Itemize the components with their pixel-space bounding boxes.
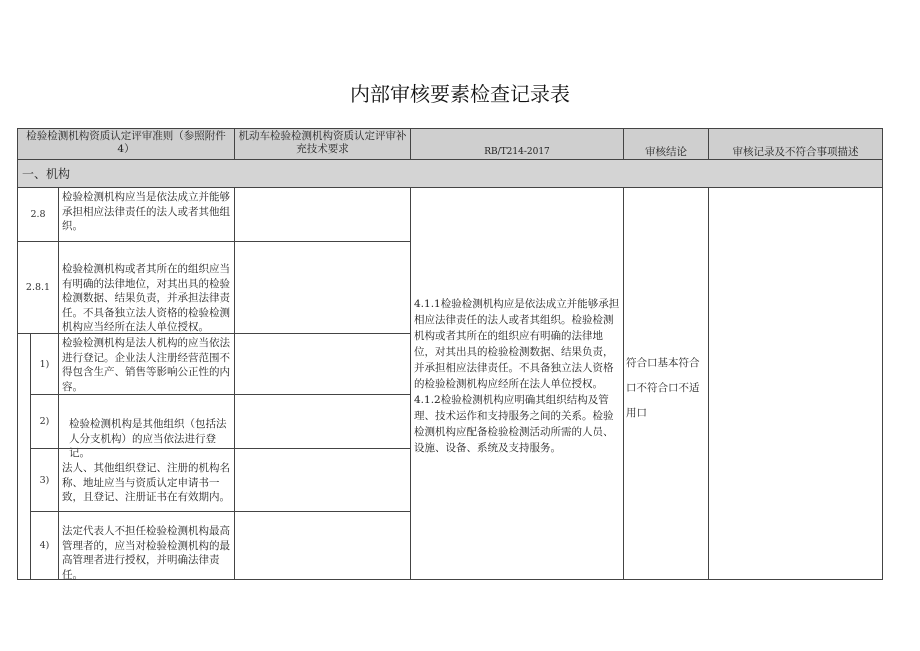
- subclause-number: 1): [30, 333, 59, 395]
- supplementary-cell: [234, 187, 411, 242]
- clause-text: 检验检测机构应当是依法成立并能够承担相应法律责任的法人或者其他组织。: [58, 187, 235, 242]
- subclause-text: 法人、其他组织登记、注册的机构名称、地址应当与资质认定申请书一致，且登记、注册证书在有效期内。: [58, 448, 235, 512]
- audit-table: [17, 128, 883, 580]
- supplementary-cell: [234, 511, 411, 580]
- record-cell[interactable]: [708, 187, 883, 580]
- header-record: 审核记录及不符合事项描述: [708, 128, 883, 160]
- supplementary-cell: [234, 241, 411, 334]
- supplementary-cell: [234, 333, 411, 395]
- rbt-requirement-cell: [410, 187, 624, 580]
- page-title: 内部审核要素检查记录表: [350, 82, 570, 106]
- clause-number: 2.8.1: [17, 241, 59, 334]
- subclause-text: 检验检测机构是其他组织（包括法人分支机构）的应当依法进行登记。: [58, 394, 235, 449]
- subclause-text: 法定代表人不担任检验检测机构最高管理者的，应当对检验检测机构的最高管理者进行授权，并明确法律责任。: [58, 511, 235, 580]
- conclusion-cell: [623, 187, 709, 580]
- section-row: [17, 159, 883, 188]
- section-label: 一、机构: [22, 167, 71, 181]
- subclause-number: 3): [30, 448, 59, 512]
- clause-number: 2.8: [17, 187, 59, 242]
- header-rbt: RB/T214-2017: [410, 128, 624, 160]
- header-conclusion: 审核结论: [623, 128, 709, 160]
- clause-text: 检验检测机构或者其所在的组织应当有明确的法律地位，对其出具的检验检测数据、结果负责，并承担法律责任。不具备独立法人资格的检验检测机构应当经所在法人单位授权。: [58, 241, 235, 334]
- subclause-number: 2): [30, 394, 59, 449]
- rbt-requirement-text: 4.1.1检验检测机构应是依法成立并能够承担相应法律责任的法人或者其组织。检验检测机构或者其所在的组织应有明确的法律地位，对其出具的检验检测数据、结果负责，并承担相应法律责任。不具备独立法人资格的检验检测机构应经所在法人单位授权。4.1.2检验检测机构应明确其组织结构及管理、技术运作和支持服务之间的关系。检验检测机构应配备检验检测活动所需的人员、设施、设备、系统及支持服务。: [414, 298, 620, 454]
- supplementary-cell: [234, 394, 411, 449]
- subclause-number: 4): [30, 511, 59, 580]
- subclause-text: 检验检测机构是法人机构的应当依法进行登记。企业法人注册经营范围不得包含生产、销售等影响公正性的内容。: [58, 333, 235, 395]
- header-standard: 检验检测机构资质认定评审准则（参照附件4）: [17, 128, 235, 160]
- indent-column: [17, 333, 31, 580]
- supplementary-cell: [234, 448, 411, 512]
- header-supplementary: 机动车检验检测机构资质认定评审补充技术要求: [234, 128, 411, 160]
- conclusion-options[interactable]: 符合口基本符合口不符合口不适用口: [626, 357, 700, 419]
